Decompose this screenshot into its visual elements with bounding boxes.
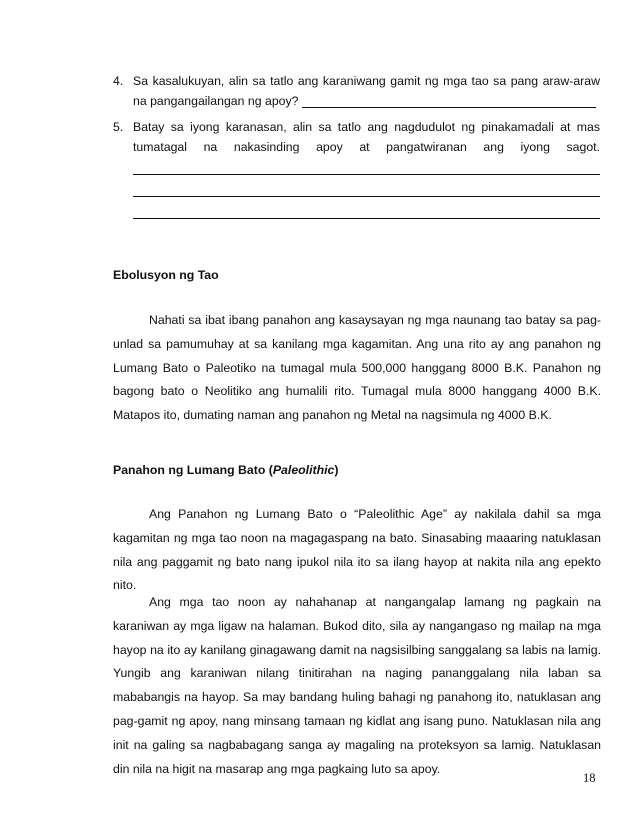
question-line: tumatagal na nakasinding apoy at pangatwiranan ang iyong sagot. [133, 140, 600, 154]
section-heading [113, 463, 338, 477]
page-number: 18 [583, 771, 596, 785]
question-line: Sa kasalukuyan, alin sa tatlo ang karaniwang gamit ng mga tao sa pang araw-araw [133, 74, 600, 88]
question-text [133, 71, 600, 111]
answer-line[interactable] [133, 174, 600, 175]
answer-line[interactable] [133, 218, 600, 219]
question-5 [0, 117, 638, 161]
question-line [133, 91, 600, 111]
question-4 [0, 71, 638, 115]
section-heading: Ebolusyon ng Tao [113, 268, 219, 282]
answer-blank[interactable] [302, 93, 596, 108]
section-paragraph [113, 503, 601, 598]
heading-text: Panahon ng Lumang Bato ( [113, 463, 273, 477]
paragraph-text: Ang mga tao noon ay nahahanap at nangangalap lamang ng pagkain na karaniwan ay mga ligaw na halaman. Bukod dito, sila ay nangangaso ng mailap na mga hayop na ito ay kanilang ginagawang damit na nagsisilbing sanggalang sa labis na lamig. Yungib ang karaniwan nilang tinitirahan na naging pananggalang nila laban sa mababangis na hayop. Sa may bandang huling bahagi ng panahong ito, natuklasan ang pag-gamit ng apoy, nang minsang tamaan ng kidlat ang isang puno. Natuklasan nila ang init na galing sa nagbabagang sanga ay magaling na proteksyon sa lamig. Natuklasan din nila na higit na masarap ang mga pagkaing luto sa apoy. [113, 595, 601, 776]
question-line-text: na pangangailangan ng apoy? [133, 94, 299, 108]
paragraph-text: Ang Panahon ng Lumang Bato o “Paleolithic Age” ay nakilala dahil sa mga kagamitan ng mga tao noon na magagaspang na bato. Sinasabing maaaring natuklasan nila ang paggamit ng bato nang ipukol nila ito sa ilang hayop at nakita nila ang epekto nito. [113, 507, 601, 593]
question-line: Batay sa iyong karanasan, alin sa tatlo ang nagdudulot ng pinakamadali at mas [133, 120, 600, 134]
paragraph-text: Nahati sa ibat ibang panahon ang kasaysayan ng mga naunang tao batay sa pag-unlad sa pamumuhay at sa kanilang mga kagamitan. Ang una rito ay ang panahon ng Lumang Bato o Paleotiko na tumagal mula 500,000 hanggang 8000 B.K. Panahon ng bagong bato o Neolitiko ang humalili rito. Tumagal mula 8000 hanggang 4000 B.K. Matapos ito, dumating naman ang panahon ng Metal na nagsimula ng 4000 B.K. [113, 313, 601, 423]
question-number: 5. [113, 120, 124, 134]
heading-text: ) [334, 463, 339, 477]
answer-line[interactable] [133, 196, 600, 197]
section-paragraph [113, 309, 601, 428]
question-text [133, 117, 600, 157]
question-number: 4. [113, 74, 124, 88]
section-paragraph [113, 591, 601, 781]
heading-italic-text: Paleolithic [272, 463, 335, 477]
